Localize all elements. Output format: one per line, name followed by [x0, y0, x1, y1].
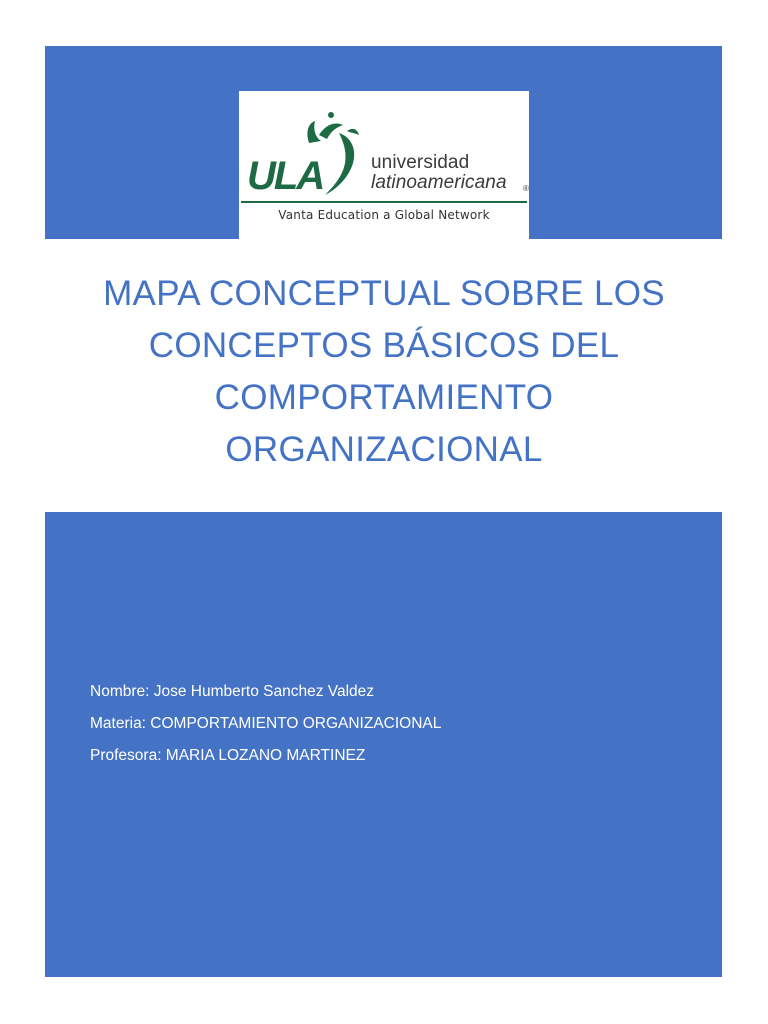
- logo-name-line-2: latinoamericana: [371, 172, 507, 193]
- title-line-4: ORGANIZACIONAL: [225, 430, 543, 469]
- logo-tagline: Vanta Education a Global Network: [278, 208, 490, 222]
- ula-mark-text: ULA: [247, 154, 324, 198]
- document-title: [60, 268, 708, 476]
- course-subject: Materia: COMPORTAMIENTO ORGANIZACIONAL: [90, 715, 442, 732]
- bottom-blue-band: [45, 512, 722, 977]
- registered-mark: ®: [523, 184, 529, 193]
- student-info: [90, 676, 441, 772]
- university-logo: [239, 91, 529, 239]
- title-line-1: MAPA CONCEPTUAL SOBRE LOS: [103, 274, 665, 313]
- logo-divider: [241, 201, 527, 203]
- title-line-2: CONCEPTOS BÁSICOS DEL: [148, 326, 620, 365]
- professor-name: Profesora: MARIA LOZANO MARTINEZ: [90, 747, 366, 764]
- student-name: Nombre: Jose Humberto Sanchez Valdez: [90, 683, 375, 700]
- logo-name-line-1: universidad: [371, 152, 470, 173]
- title-line-3: COMPORTAMIENTO: [214, 378, 554, 417]
